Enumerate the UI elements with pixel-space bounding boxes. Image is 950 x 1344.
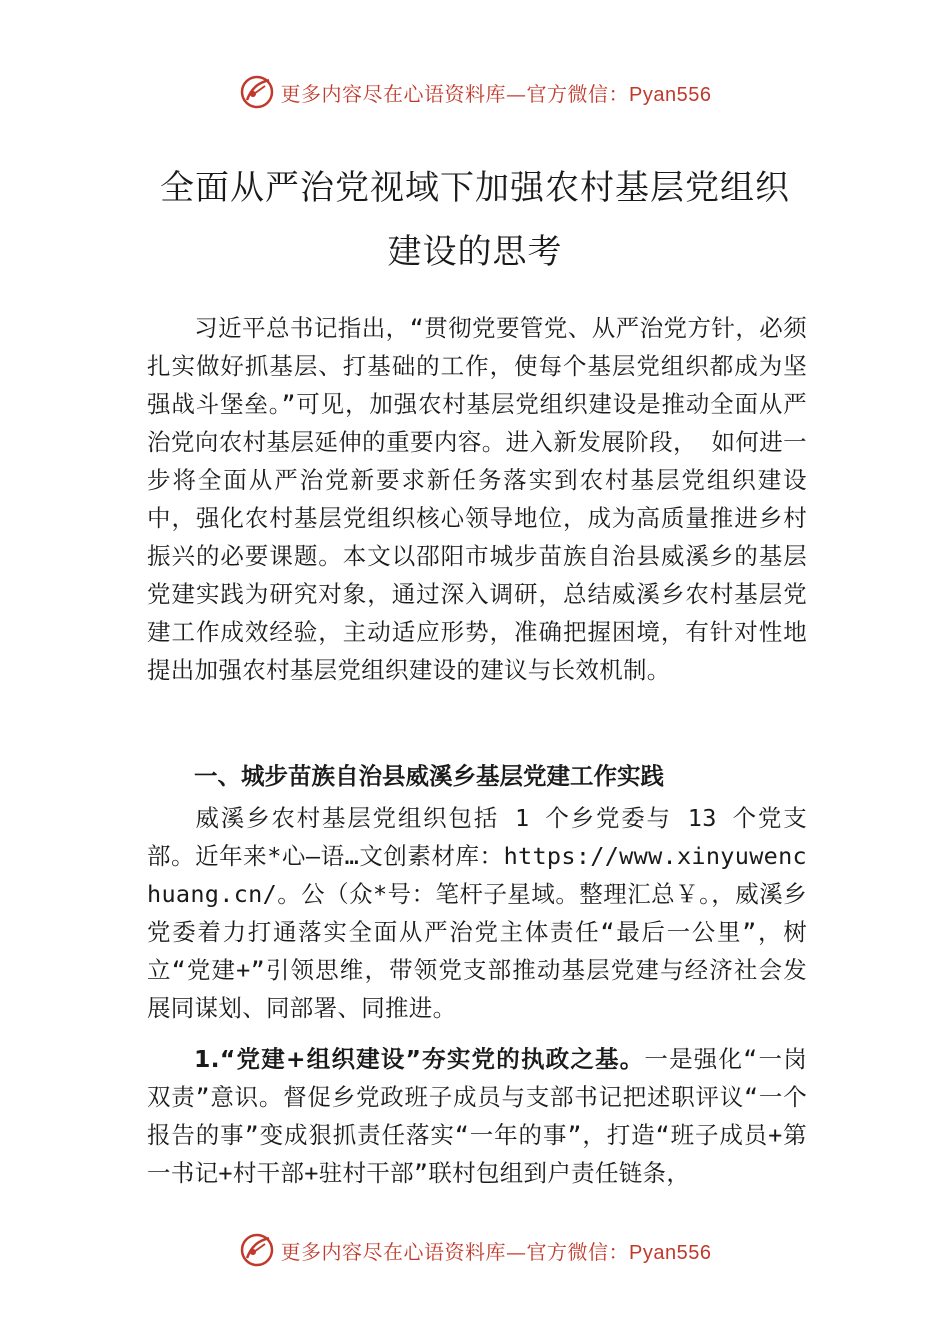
paragraph-2: 威溪乡农村基层党组织包括 1 个乡党委与 13 个党支部。近年来*心—语…文创素材库：https://www.xinyuwenchuang.cn/。公（众*号：笔杆子星域。整理汇总￥。，威溪乡党委着力打通落实全面从严治党主体责任“最后一公里”，树立“党建+”引领思维，带领党支部推动基层党建与经济社会发展同谋划、同部署、同推进。	[147, 804, 807, 1022]
logo-icon	[239, 74, 275, 110]
header-wechat-id: Pyan556	[629, 83, 712, 106]
document-title-line1: 全面从严治党视域下加强农村基层党组织	[160, 168, 790, 208]
paragraph-3-lead: 1.“党建+组织建设”夯实党的执政之基。	[194, 1045, 645, 1073]
footer-wechat-id: Pyan556	[629, 1241, 712, 1264]
paragraph-3: 1.“党建+组织建设”夯实党的执政之基。一是强化“一岗双责”意识。督促乡党政班子成员与支部书记把述职评议“一个报告的事”变成狠抓责任落实“一年的事”，打造“班子成员+第一书记+村干部+驻村干部”联村包组到户责任链条，	[147, 1045, 808, 1187]
section-heading-1: 一、城步苗族自治县威溪乡基层党建工作实践	[194, 762, 664, 790]
footer-banner-text: 更多内容尽在心语资料库—官方微信：Pyan556	[280, 1239, 712, 1264]
footer-banner	[0, 1232, 950, 1268]
header-banner	[0, 74, 950, 110]
header-banner-text: 更多内容尽在心语资料库—官方微信：Pyan556	[280, 81, 712, 106]
logo-icon	[239, 1232, 275, 1268]
document-title-line2: 建设的思考	[387, 232, 563, 272]
paragraph-1: 习近平总书记指出，“贯彻党要管党、从严治党方针，必须扎实做好抓基层、打基础的工作，使每个基层党组织都成为坚强战斗堡垒。”可见，加强农村基层党组织建设是推动全面从严治党向农村基层延伸的重要内容。进入新发展阶段， 如何进一步将全面从严治党新要求新任务落实到农村基层党组织建设中，强化农村基层党组织核心领导地位，成为高质量推进乡村振兴的必要课题。本文以邵阳市城步苗族自治县威溪乡的基层党建实践为研究对象，通过深入调研，总结威溪乡农村基层党建工作成效经验，主动适应形势，准确把握困境，有针对性地提出加强农村基层党组织建设的建议与长效机制。	[147, 314, 807, 684]
